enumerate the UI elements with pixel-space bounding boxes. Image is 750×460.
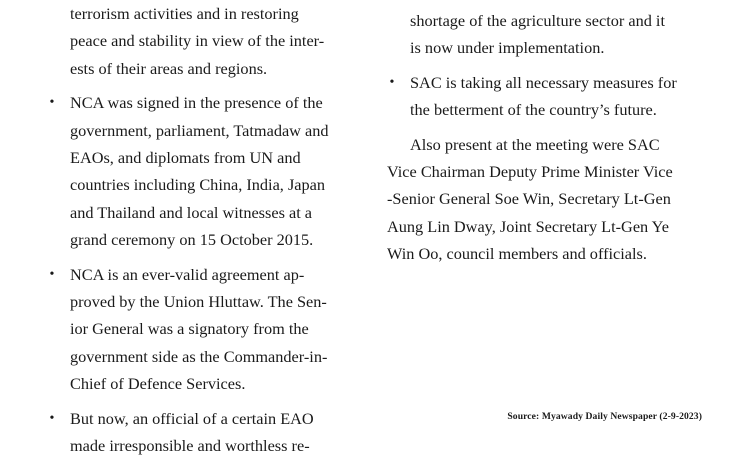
bullet-item-nca-signed xyxy=(47,89,363,253)
bullet-icon: • xyxy=(49,95,55,111)
text-line: is now under implementation. xyxy=(410,38,605,58)
text-line: Also present at the meeting were SAC xyxy=(410,134,660,154)
text-line: and Thailand and local witnesses at a xyxy=(70,202,313,222)
text-line: peace and stability in view of the inter- xyxy=(70,31,325,51)
text-line: grand ceremony on 15 October 2015. xyxy=(70,230,314,250)
bullet-item-nca-valid xyxy=(47,261,363,398)
source-credit: Source: Myawady Daily Newspaper (2-9-2023) xyxy=(507,411,702,422)
bullet-icon: • xyxy=(389,74,395,90)
text-line: EAOs, and diplomats from UN and xyxy=(70,148,301,168)
right-column xyxy=(387,0,702,268)
text-line: Vice Chairman Deputy Prime Minister Vice xyxy=(387,162,673,182)
text-line: But now, an official of a certain EAO xyxy=(70,408,314,428)
left-column xyxy=(47,0,363,460)
bullet-icon: • xyxy=(49,410,55,426)
text-line: -Senior General Soe Win, Secretary Lt-Gen xyxy=(387,189,671,209)
bullet-item-eao-official xyxy=(47,405,363,460)
text-line: NCA is an ever-valid agreement ap- xyxy=(70,264,305,284)
attendees-paragraph xyxy=(387,131,702,268)
text-line: terrorism activities and in restoring xyxy=(70,4,299,23)
text-line: Chief of Defence Services. xyxy=(70,374,246,394)
text-line: government side as the Commander-in- xyxy=(70,346,328,366)
text-line: SAC is taking all necessary measures for xyxy=(410,72,677,92)
text-line: government, parliament, Tatmadaw and xyxy=(70,120,329,140)
text-line: Win Oo, council members and officials. xyxy=(387,244,647,264)
left-continuation-paragraph xyxy=(47,0,363,82)
text-line: proved by the Union Hluttaw. The Sen- xyxy=(70,292,327,312)
text-line: made irresponsible and worthless re- xyxy=(70,436,310,456)
text-line: shortage of the agriculture sector and it xyxy=(410,11,665,30)
right-continuation-paragraph xyxy=(387,7,702,62)
text-line: NCA was signed in the presence of the xyxy=(70,93,323,113)
text-line: ior General was a signatory from the xyxy=(70,319,309,339)
text-line: countries including China, India, Japan xyxy=(70,175,326,195)
bullet-item-sac-measures xyxy=(387,69,702,124)
bullet-icon: • xyxy=(49,266,55,282)
text-line: the betterment of the country’s future. xyxy=(410,100,657,120)
text-line: Aung Lin Dway, Joint Secretary Lt-Gen Ye xyxy=(387,216,670,236)
text-line: ests of their areas and regions. xyxy=(70,58,268,78)
